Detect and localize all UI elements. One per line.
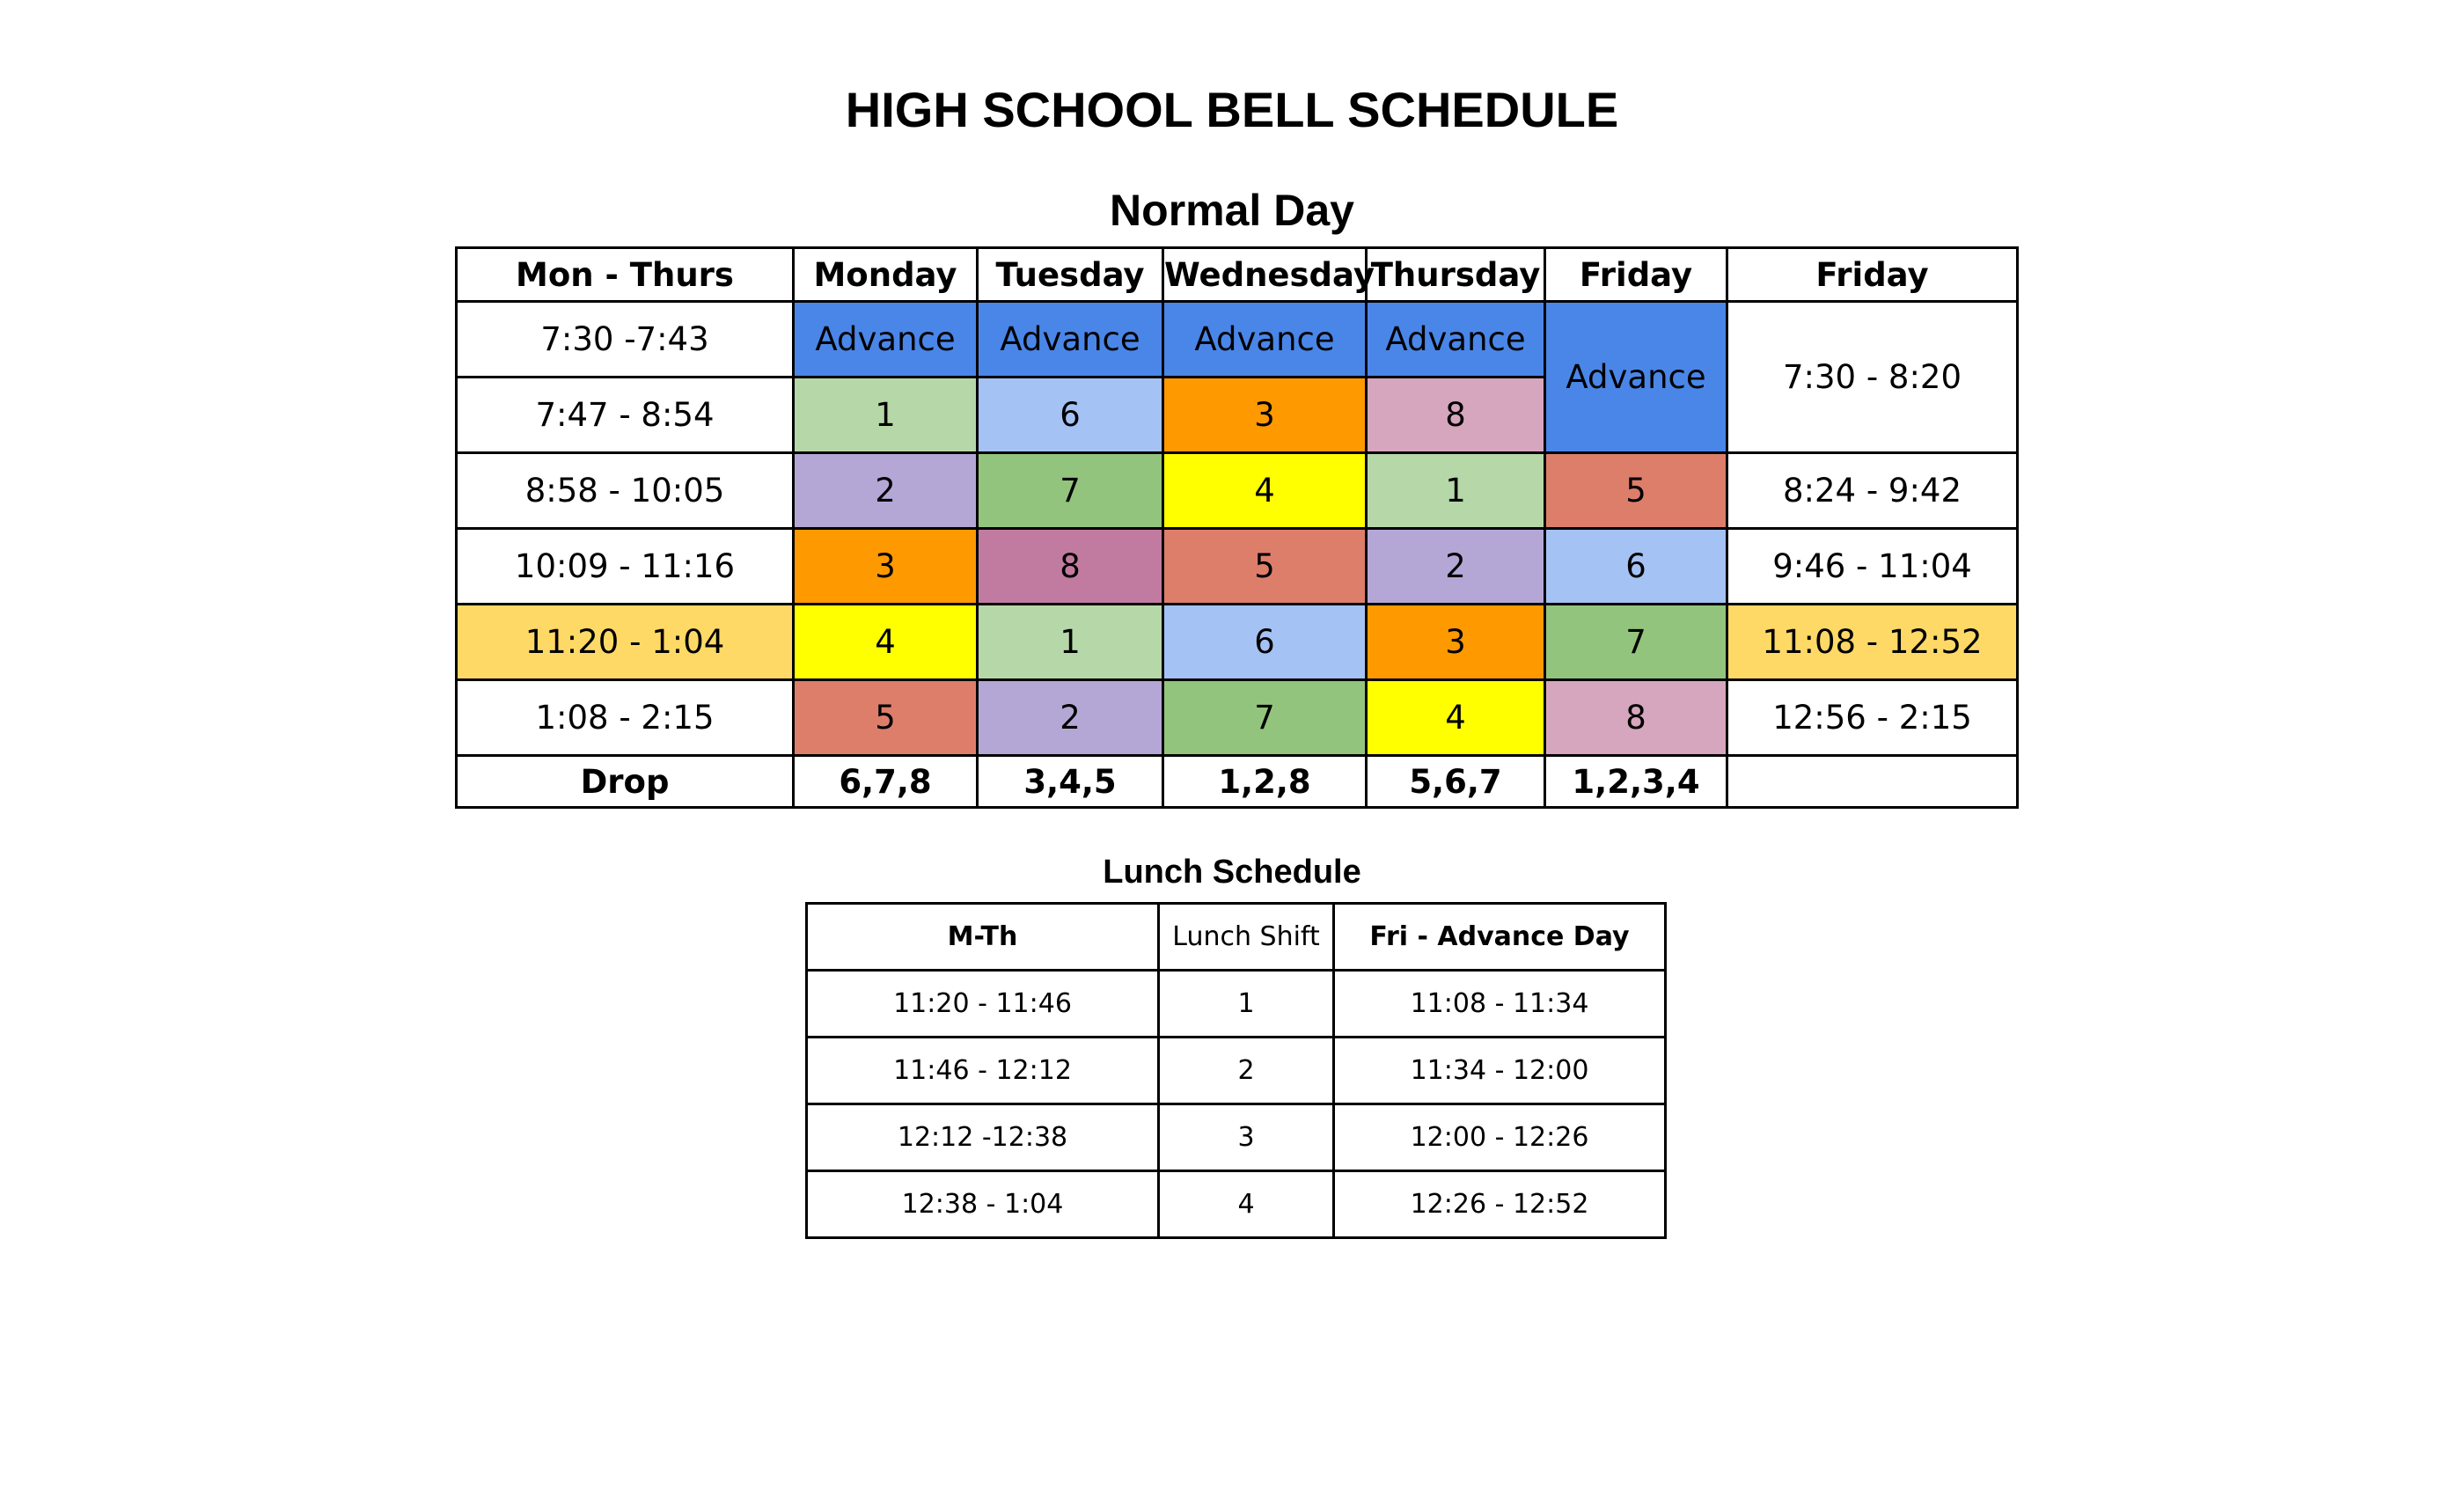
lunch-fri-time: 12:26 - 12:52	[1334, 1171, 1666, 1238]
drop-cell: 3,4,5	[978, 756, 1163, 808]
drop-cell: 1,2,8	[1163, 756, 1367, 808]
drop-cell: 5,6,7	[1367, 756, 1545, 808]
period-cell: 2	[1367, 529, 1545, 605]
header-monday: Monday	[794, 248, 978, 302]
time-cell: 7:47 - 8:54	[457, 378, 794, 453]
lunch-shift: 1	[1159, 971, 1334, 1038]
period-cell: 3	[794, 529, 978, 605]
table-header-row	[457, 248, 2018, 302]
period-cell: 4	[1163, 453, 1367, 529]
period-cell: 7	[978, 453, 1163, 529]
table-row	[807, 1038, 1666, 1104]
period-cell: Advance	[978, 302, 1163, 378]
lunch-schedule-table	[805, 902, 1667, 1239]
period-cell: 3	[1163, 378, 1367, 453]
lunch-mth-time: 12:12 -12:38	[807, 1104, 1159, 1171]
table-row	[457, 453, 2018, 529]
schedule-subtitle: Normal Day	[1110, 186, 1354, 235]
time-cell: 7:30 -7:43	[457, 302, 794, 378]
header-thursday: Thursday	[1367, 248, 1545, 302]
period-cell: 6	[978, 378, 1163, 453]
period-cell: 8	[1545, 680, 1727, 756]
time-cell: 11:20 - 1:04	[457, 605, 794, 680]
time-cell: 1:08 - 2:15	[457, 680, 794, 756]
header-m-th: M-Th	[807, 904, 1159, 971]
period-cell: Advance	[1545, 302, 1727, 453]
lunch-header-row	[807, 904, 1666, 971]
header-lunch-shift: Lunch Shift	[1159, 904, 1334, 971]
table-row-lunch	[457, 605, 2018, 680]
header-wednesday: Wednesday	[1163, 248, 1367, 302]
lunch-fri-time: 11:08 - 11:34	[1334, 971, 1666, 1038]
header-friday: Friday	[1545, 248, 1727, 302]
period-cell: 7	[1545, 605, 1727, 680]
period-cell: Advance	[794, 302, 978, 378]
friday-time-cell: 8:24 - 9:42	[1727, 453, 2018, 529]
table-row	[457, 529, 2018, 605]
drop-cell: 6,7,8	[794, 756, 978, 808]
friday-time-cell: 7:30 - 8:20	[1727, 302, 2018, 453]
period-cell: 5	[794, 680, 978, 756]
lunch-mth-time: 11:46 - 12:12	[807, 1038, 1159, 1104]
table-row	[807, 1171, 1666, 1238]
header-friday-times: Friday	[1727, 248, 2018, 302]
period-cell: 7	[1163, 680, 1367, 756]
lunch-mth-time: 11:20 - 11:46	[807, 971, 1159, 1038]
page-title: HIGH SCHOOL BELL SCHEDULE	[845, 82, 1619, 137]
drop-label: Drop	[457, 756, 794, 808]
friday-time-cell: 9:46 - 11:04	[1727, 529, 2018, 605]
period-cell: 1	[794, 378, 978, 453]
header-tuesday: Tuesday	[978, 248, 1163, 302]
period-cell: 6	[1163, 605, 1367, 680]
time-cell: 10:09 - 11:16	[457, 529, 794, 605]
period-cell: 1	[1367, 453, 1545, 529]
table-row	[457, 302, 2018, 378]
table-row	[807, 1104, 1666, 1171]
period-cell: 8	[978, 529, 1163, 605]
lunch-mth-time: 12:38 - 1:04	[807, 1171, 1159, 1238]
period-cell: 2	[978, 680, 1163, 756]
period-cell: 1	[978, 605, 1163, 680]
normal-day-table	[455, 246, 2019, 809]
table-row	[457, 680, 2018, 756]
period-cell: Advance	[1163, 302, 1367, 378]
header-fri-advance-day: Fri - Advance Day	[1334, 904, 1666, 971]
drop-row	[457, 756, 2018, 808]
period-cell: 5	[1545, 453, 1727, 529]
friday-time-cell: 12:56 - 2:15	[1727, 680, 2018, 756]
period-cell: 5	[1163, 529, 1367, 605]
period-cell: 4	[1367, 680, 1545, 756]
period-cell: 3	[1367, 605, 1545, 680]
period-cell: 8	[1367, 378, 1545, 453]
lunch-shift: 3	[1159, 1104, 1334, 1171]
time-cell: 8:58 - 10:05	[457, 453, 794, 529]
period-cell: Advance	[1367, 302, 1545, 378]
lunch-shift: 4	[1159, 1171, 1334, 1238]
period-cell: 4	[794, 605, 978, 680]
table-row	[807, 971, 1666, 1038]
header-mon-thurs: Mon - Thurs	[457, 248, 794, 302]
lunch-fri-time: 11:34 - 12:00	[1334, 1038, 1666, 1104]
friday-time-cell: 11:08 - 12:52	[1727, 605, 2018, 680]
period-cell: 2	[794, 453, 978, 529]
drop-cell	[1727, 756, 2018, 808]
period-cell: 6	[1545, 529, 1727, 605]
lunch-shift: 2	[1159, 1038, 1334, 1104]
lunch-schedule-title: Lunch Schedule	[1103, 854, 1361, 891]
lunch-fri-time: 12:00 - 12:26	[1334, 1104, 1666, 1171]
drop-cell: 1,2,3,4	[1545, 756, 1727, 808]
